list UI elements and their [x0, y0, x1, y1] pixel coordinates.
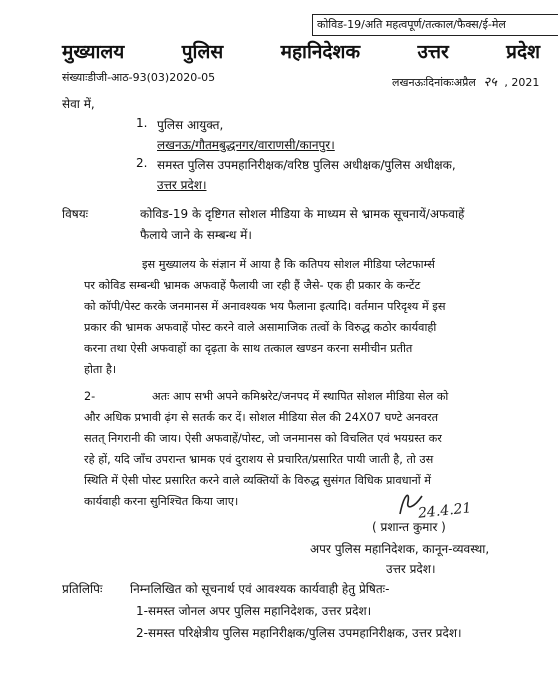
handwritten-date: 24.4.21: [417, 500, 473, 522]
reference-number: संख्याःडीजी-आठ-93(03)2020-05: [62, 71, 216, 84]
paragraph-2-number: 2-: [84, 390, 96, 403]
letterhead-title: [62, 38, 540, 64]
paragraph-2-line: सतत् निगरानी की जाय। ऐसी अफवाहें/पोस्ट, जो जनमानस को विचलित एवं भयग्रस्त कर: [84, 432, 442, 445]
title-word: पुलिस: [181, 41, 224, 63]
paragraph-2-line: और अधिक प्रभावी ढ़ंग से सतर्क कर दें। सोशल मीडिया सेल की 24X07 घण्टे अनवरत: [84, 411, 439, 424]
paragraph-1-line: को कॉपी/पेस्ट करके जनमानस में अनावश्यक भय फैलाना इत्यादि। वर्तमान परिदृश्य में इस: [84, 300, 446, 313]
addressee-number: 1.: [136, 116, 148, 130]
signatory-name: ( प्रशान्त कुमार ): [372, 520, 446, 534]
title-word: प्रदेश: [506, 41, 540, 63]
subject-line: कोविड-19 के दृष्टिगत सोशल मीडिया के माध्यम से भ्रामक सूचनायें/अफवाहें: [140, 207, 465, 221]
addressee-line: समस्त पुलिस उपमहानिरीक्षक/वरिष्ठ पुलिस अधीक्षक/पुलिस अधीक्षक,: [157, 158, 456, 172]
addressee-line: उत्तर प्रदेश।: [157, 178, 207, 192]
subject-line: फैलाये जाने के सम्बन्ध में।: [140, 228, 252, 242]
title-word: महानिदेशक: [280, 41, 361, 63]
cc-item: 1-समस्त जोनल अपर पुलिस महानिदेशक, उत्तर प्रदेश।: [136, 604, 372, 618]
signatory-state: उत्तर प्रदेश।: [386, 562, 436, 576]
priority-tag-text: कोविड-19/अति महत्वपूर्ण/तत्काल/फैक्स/ई-मेल: [317, 18, 506, 31]
paragraph-2-line: रहे हों, यदि जाँच उपरान्त भ्रामक एवं दुराशय से प्रचारित/प्रसारित पायी जाती है, तो उस: [84, 453, 434, 466]
letter-date: [392, 72, 539, 90]
cc-item: 2-समस्त परिक्षेत्रीय पुलिस महानिरीक्षक/पुलिस उपमहानिरीक्षक, उत्तर प्रदेश।: [136, 626, 462, 640]
paragraph-1-line: करना तथा ऐसी अफवाहों का दृढ़ता के साथ तत्काल खण्डन करना समीचीन प्रतीत: [84, 342, 413, 355]
paragraph-2-line: कार्यवाही करना सुनिश्चित किया जाए।: [84, 495, 239, 508]
priority-tag: [312, 14, 558, 36]
addressee-line: लखनऊ/गौतमबुद्धनगर/वाराणसी/कानपुर।: [157, 138, 335, 152]
cc-label: प्रतिलिपिः: [62, 582, 103, 596]
addressee-line: पुलिस आयुक्त,: [157, 118, 224, 132]
paragraph-1-line: पर कोविड सम्बन्धी भ्रामक अफवाहें फैलायी जा रही हैं जैसे- एक ही प्रकार के कन्टेंट: [84, 279, 421, 292]
paragraph-1-line: इस मुख्यालय के संज्ञान में आया है कि कतिपय सोशल मीडिया प्लेटफार्म्स: [142, 258, 435, 271]
paragraph-1-line: प्रकार की भ्रामक अफवाहें पोस्ट करने वाले असामाजिक तत्वों के विरुद्ध कठोर कार्यवाही: [84, 321, 437, 334]
paragraph-2-line: स्थिति में ऐसी पोस्ट प्रसारित करने वाले व्यक्तियों के विरुद्ध सुसंगत विधिक प्रावधानों में: [84, 474, 432, 487]
date-day: २५: [483, 75, 497, 90]
date-year: , 2021: [504, 76, 540, 89]
date-label: लखनऊःदिनांकःअप्रैल: [392, 76, 476, 89]
cc-intro: निम्नलिखित को सूचनार्थ एवं आवश्यक कार्यवाही हेतु प्रेषितः-: [130, 582, 390, 596]
title-word: उत्तर: [417, 41, 449, 63]
subject-label: विषयः: [62, 207, 89, 221]
title-word: मुख्यालय: [62, 41, 125, 63]
paragraph-2-line: अतः आप सभी अपने कमिश्नरेट/जनपद में स्थापित सोशल मीडिया सेल को: [152, 390, 449, 403]
paragraph-1-line: होता है।: [84, 363, 117, 376]
salutation: सेवा में,: [62, 97, 95, 111]
addressee-number: 2.: [136, 156, 148, 170]
signatory-designation: अपर पुलिस महानिदेशक, कानून-व्यवस्था,: [310, 542, 490, 556]
